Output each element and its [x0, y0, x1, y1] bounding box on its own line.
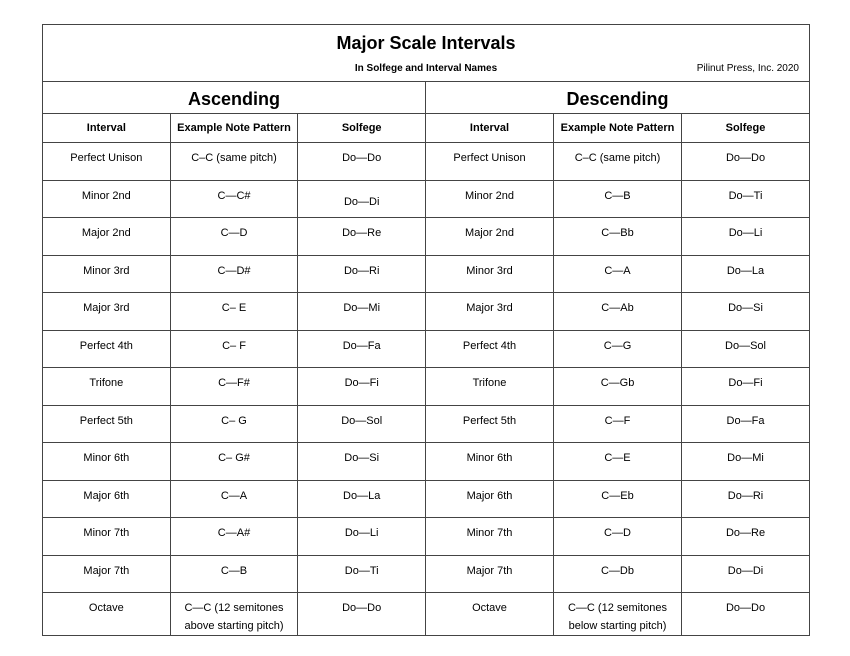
table-row	[43, 406, 425, 444]
table-row	[426, 593, 809, 635]
table-row	[43, 593, 425, 635]
table-row	[43, 293, 425, 331]
interval-cell: Major 3rd	[43, 293, 171, 330]
pattern-cell: C– F	[171, 331, 299, 368]
solfege-cell: Do—Do	[342, 152, 382, 164]
solfege-cell: Do—Fa	[726, 414, 765, 427]
pattern-column-header: Example Note Pattern	[554, 114, 682, 142]
ascending-heading: Ascending	[43, 82, 425, 114]
pattern-cell: C—Gb	[554, 368, 682, 405]
solfege-cell: Do—Do	[725, 152, 766, 164]
table-row	[43, 143, 425, 181]
pattern-cell: C—F	[554, 406, 682, 443]
solfege-cell: Do—Mi	[727, 452, 764, 464]
pattern-cell: C—A#	[171, 518, 299, 555]
interval-cell: Minor 6th	[43, 443, 171, 480]
interval-cell: Major 6th	[426, 481, 554, 518]
pattern-cell: C—Eb	[554, 481, 682, 518]
pattern-cell: C—D#	[171, 256, 299, 293]
interval-cell: Perfect 5th	[43, 406, 171, 443]
interval-cell: Minor 7th	[43, 518, 171, 555]
interval-chart	[42, 24, 810, 636]
solfege-cell: Do—Si	[728, 302, 763, 314]
interval-cell: Perfect Unison	[43, 143, 171, 180]
interval-cell: Major 6th	[43, 481, 171, 518]
table-row	[43, 331, 425, 369]
table-row	[426, 181, 809, 219]
interval-cell: Major 7th	[43, 556, 171, 593]
solfege-cell: Do—Ti	[728, 189, 763, 202]
pattern-cell: C—C (12 semitones above starting pitch)	[171, 593, 299, 635]
table-row	[43, 518, 425, 556]
table-row	[426, 406, 809, 444]
interval-cell: Minor 6th	[426, 443, 554, 480]
solfege-cell: Do—Fa	[342, 339, 381, 352]
pattern-cell: C– G#	[171, 443, 299, 480]
solfege-cell: Do—Di	[343, 195, 380, 208]
table-row	[43, 256, 425, 294]
descending-section	[426, 82, 809, 635]
pattern-cell: C—B	[171, 556, 299, 593]
page-title: Major Scale Intervals	[336, 33, 516, 53]
table-row	[43, 368, 425, 406]
interval-cell: Major 2nd	[426, 218, 554, 255]
pattern-cell: C—A	[171, 481, 299, 518]
chart-header	[43, 25, 809, 82]
interval-cell: Perfect 4th	[43, 331, 171, 368]
pattern-cell: C—C (12 semitones below starting pitch)	[554, 593, 682, 635]
interval-cell: Minor 3rd	[43, 256, 171, 293]
interval-cell: Trifone	[426, 368, 554, 405]
solfege-column-header: Solfege	[725, 122, 766, 134]
interval-cell: Octave	[426, 593, 554, 635]
pattern-cell: C—F#	[171, 368, 299, 405]
page-subtitle: In Solfege and Interval Names	[354, 63, 498, 74]
pattern-cell: C—Ab	[554, 293, 682, 330]
interval-cell: Perfect 4th	[426, 331, 554, 368]
table-row	[426, 481, 809, 519]
solfege-cell: Do—La	[726, 264, 765, 277]
pattern-cell: C—A	[554, 256, 682, 293]
pattern-cell: C—C#	[171, 181, 299, 218]
descending-rows	[426, 143, 809, 635]
table-row	[43, 218, 425, 256]
solfege-cell: Do—Li	[344, 527, 379, 539]
interval-cell: Minor 2nd	[426, 181, 554, 218]
interval-cell: Major 3rd	[426, 293, 554, 330]
pattern-cell: C—D	[171, 218, 299, 255]
pattern-cell: C—E	[554, 443, 682, 480]
pattern-cell: C—D	[554, 518, 682, 555]
table-row	[426, 218, 809, 256]
interval-cell: Major 2nd	[43, 218, 171, 255]
table-row	[426, 331, 809, 369]
table-row	[426, 143, 809, 181]
pattern-column-header: Example Note Pattern	[171, 114, 299, 142]
table-row	[426, 293, 809, 331]
solfege-cell: Do—Do	[342, 602, 382, 614]
interval-cell: Minor 3rd	[426, 256, 554, 293]
descending-column-headers	[426, 114, 809, 143]
solfege-cell: Do—Fi	[728, 377, 763, 389]
solfege-cell: Do—La	[343, 489, 381, 502]
pattern-cell: C—B	[554, 181, 682, 218]
solfege-cell: Do—Ri	[343, 264, 380, 277]
solfege-cell: Do—Fi	[344, 377, 379, 389]
table-row	[426, 556, 809, 594]
chart-body	[43, 82, 809, 635]
table-row	[43, 181, 425, 219]
pattern-cell: C– G	[171, 406, 299, 443]
interval-column-header: Interval	[426, 114, 554, 142]
table-row	[43, 481, 425, 519]
descending-heading: Descending	[426, 82, 809, 114]
solfege-column-header: Solfege	[341, 122, 382, 134]
solfege-cell: Do—Ri	[727, 489, 764, 502]
solfege-cell: Do—Si	[344, 452, 380, 464]
table-row	[426, 518, 809, 556]
ascending-rows	[43, 143, 425, 635]
pattern-cell: C—Db	[554, 556, 682, 593]
pattern-cell: C—Bb	[554, 218, 682, 255]
table-row	[426, 368, 809, 406]
table-row	[43, 443, 425, 481]
interval-cell: Trifone	[43, 368, 171, 405]
table-row	[426, 256, 809, 294]
solfege-cell: Do—Sol	[725, 339, 766, 352]
publisher-credit: Pilinut Press, Inc. 2020	[696, 63, 799, 74]
interval-cell: Minor 7th	[426, 518, 554, 555]
interval-cell: Minor 2nd	[43, 181, 171, 218]
interval-column-header: Interval	[43, 114, 171, 142]
solfege-cell: Do—Mi	[343, 302, 381, 314]
ascending-section	[43, 82, 426, 635]
pattern-cell: C—G	[554, 331, 682, 368]
ascending-column-headers	[43, 114, 425, 143]
pattern-cell: C–C (same pitch)	[171, 143, 299, 180]
solfege-cell: Do—Di	[727, 564, 764, 577]
solfege-cell: Do—Do	[725, 602, 766, 614]
table-row	[43, 556, 425, 594]
interval-cell: Perfect Unison	[426, 143, 554, 180]
interval-cell: Major 7th	[426, 556, 554, 593]
interval-cell: Perfect 5th	[426, 406, 554, 443]
solfege-cell: Do—Re	[725, 527, 766, 539]
solfege-cell: Do—Re	[342, 227, 382, 239]
table-row	[426, 443, 809, 481]
pattern-cell: C– E	[171, 293, 299, 330]
solfege-cell: Do—Li	[728, 227, 763, 239]
solfege-cell: Do—Sol	[341, 414, 383, 427]
pattern-cell: C–C (same pitch)	[554, 143, 682, 180]
solfege-cell: Do—Ti	[344, 564, 379, 577]
interval-cell: Octave	[43, 593, 171, 635]
